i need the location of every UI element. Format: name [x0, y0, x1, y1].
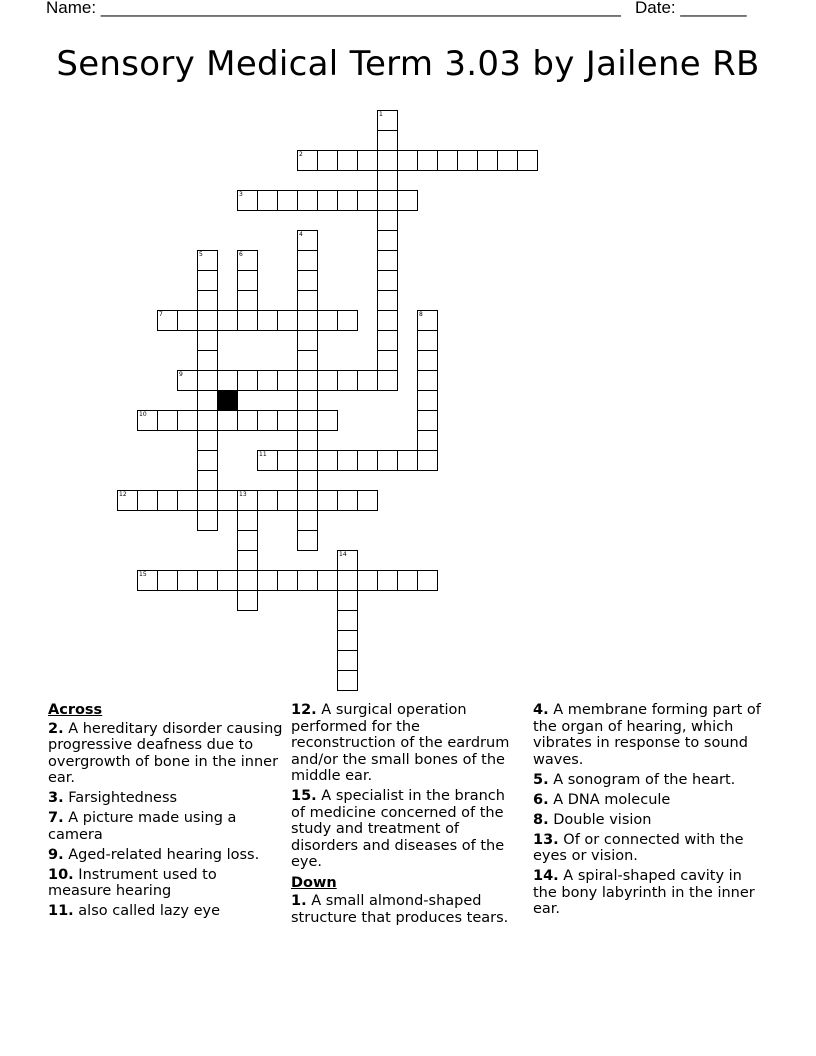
- grid-cell[interactable]: [237, 550, 258, 571]
- grid-cell[interactable]: [297, 350, 318, 371]
- grid-cell[interactable]: [197, 270, 218, 291]
- clue-across-15: 15. A specialist in the branch of medicine concerned of the study and treatment of disorders and diseases of the eye.: [291, 788, 505, 870]
- down-heading: Down: [291, 874, 337, 891]
- clue-number-label: 15: [139, 571, 147, 578]
- grid-cell[interactable]: [297, 570, 318, 591]
- grid-cell[interactable]: [257, 450, 278, 471]
- grid-cell[interactable]: [277, 310, 298, 331]
- grid-cell[interactable]: [277, 570, 298, 591]
- grid-cell[interactable]: [197, 310, 218, 331]
- grid-cell[interactable]: [417, 390, 438, 411]
- grid-cell[interactable]: [237, 590, 258, 611]
- grid-cell[interactable]: [237, 190, 258, 211]
- grid-cell[interactable]: [417, 410, 438, 431]
- grid-cell[interactable]: [257, 190, 278, 211]
- grid-cell[interactable]: [377, 130, 398, 151]
- grid-cell[interactable]: [377, 250, 398, 271]
- grid-cell[interactable]: [257, 370, 278, 391]
- grid-cell[interactable]: [137, 410, 158, 431]
- clue-across-2: 2. A hereditary disorder causing progressive deafness due to overgrowth of bone in the inner ear.: [48, 720, 283, 786]
- clue-number-label: 10: [139, 411, 147, 418]
- grid-cell[interactable]: [397, 150, 418, 171]
- grid-cell[interactable]: [337, 310, 358, 331]
- date-blank: _______: [680, 0, 747, 17]
- grid-cell[interactable]: [237, 310, 258, 331]
- grid-cell[interactable]: [237, 490, 258, 511]
- grid-cell[interactable]: [137, 570, 158, 591]
- grid-cell[interactable]: [377, 290, 398, 311]
- grid-cell[interactable]: [217, 310, 238, 331]
- grid-cell[interactable]: [257, 570, 278, 591]
- grid-cell[interactable]: [197, 430, 218, 451]
- grid-cell[interactable]: [337, 150, 358, 171]
- grid-cell[interactable]: [477, 150, 498, 171]
- grid-cell[interactable]: [377, 110, 398, 131]
- clue-across-9: 9. Aged-related hearing loss.: [48, 846, 260, 863]
- grid-cell[interactable]: [297, 530, 318, 551]
- grid-cell[interactable]: [457, 150, 478, 171]
- grid-cell[interactable]: [257, 310, 278, 331]
- clues-column-1: [48, 702, 284, 923]
- grid-cell[interactable]: [197, 370, 218, 391]
- clue-number-label: 7: [159, 311, 163, 318]
- grid-cell[interactable]: [197, 470, 218, 491]
- grid-cell[interactable]: [317, 190, 338, 211]
- clue-number-label: 8: [419, 311, 423, 318]
- across-heading: Across: [48, 702, 103, 718]
- grid-cell[interactable]: [357, 450, 378, 471]
- grid-cell[interactable]: [217, 490, 238, 511]
- clue-down-5: 5. A sonogram of the heart.: [533, 771, 736, 788]
- grid-cell[interactable]: [237, 370, 258, 391]
- grid-cell[interactable]: [197, 510, 218, 531]
- grid-cell[interactable]: [397, 570, 418, 591]
- grid-cell[interactable]: [377, 350, 398, 371]
- clue-number-label: 12: [119, 491, 127, 498]
- grid-cell[interactable]: [337, 650, 358, 671]
- grid-cell[interactable]: [357, 190, 378, 211]
- clue-across-12: 12. A surgical operation performed for the reconstruction of the eardrum and/or the small bones of the middle ear.: [291, 702, 510, 784]
- grid-cell[interactable]: [277, 370, 298, 391]
- grid-cell[interactable]: [357, 150, 378, 171]
- clue-number-label: 4: [299, 231, 303, 238]
- grid-cell[interactable]: [297, 150, 318, 171]
- clue-number-label: 1: [379, 111, 383, 118]
- grid-cell[interactable]: [317, 410, 338, 431]
- grid-cell[interactable]: [317, 490, 338, 511]
- black-grid-cell: [217, 390, 238, 411]
- clue-number-label: 9: [179, 371, 183, 378]
- grid-cell[interactable]: [357, 490, 378, 511]
- grid-cell[interactable]: [317, 310, 338, 331]
- grid-cell[interactable]: [337, 590, 358, 611]
- grid-cell[interactable]: [197, 290, 218, 311]
- grid-cell[interactable]: [337, 550, 358, 571]
- grid-cell[interactable]: [317, 450, 338, 471]
- grid-cell[interactable]: [197, 570, 218, 591]
- grid-cell[interactable]: [177, 490, 198, 511]
- grid-cell[interactable]: [237, 250, 258, 271]
- grid-cell[interactable]: [117, 490, 138, 511]
- grid-cell[interactable]: [377, 210, 398, 231]
- grid-cell[interactable]: [297, 450, 318, 471]
- grid-cell[interactable]: [337, 190, 358, 211]
- grid-cell[interactable]: [297, 330, 318, 351]
- grid-cell[interactable]: [417, 430, 438, 451]
- grid-cell[interactable]: [377, 330, 398, 351]
- grid-cell[interactable]: [237, 530, 258, 551]
- grid-cell[interactable]: [217, 370, 238, 391]
- grid-cell[interactable]: [397, 190, 418, 211]
- grid-cell[interactable]: [397, 450, 418, 471]
- clue-number-label: 6: [239, 251, 243, 258]
- grid-cell[interactable]: [237, 410, 258, 431]
- grid-cell[interactable]: [297, 250, 318, 271]
- grid-cell[interactable]: [297, 410, 318, 431]
- name-label: Name:: [46, 0, 97, 17]
- grid-cell[interactable]: [157, 490, 178, 511]
- grid-cell[interactable]: [417, 450, 438, 471]
- clue-down-4: 4. A membrane forming part of the organ of hearing, which vibrates in response to sound waves.: [533, 702, 761, 768]
- grid-cell[interactable]: [417, 310, 438, 331]
- grid-cell[interactable]: [317, 570, 338, 591]
- name-blank: _______________________________________________________: [100, 0, 621, 17]
- grid-cell[interactable]: [377, 170, 398, 191]
- grid-cell[interactable]: [377, 570, 398, 591]
- grid-cell[interactable]: [217, 410, 238, 431]
- grid-cell[interactable]: [337, 490, 358, 511]
- grid-cell[interactable]: [297, 290, 318, 311]
- grid-cell[interactable]: [157, 570, 178, 591]
- grid-cell[interactable]: [297, 430, 318, 451]
- grid-cell[interactable]: [197, 330, 218, 351]
- clue-across-3: 3. Farsightedness: [48, 790, 178, 806]
- grid-cell[interactable]: [297, 470, 318, 491]
- grid-cell[interactable]: [377, 230, 398, 251]
- grid-cell[interactable]: [277, 490, 298, 511]
- clue-across-7: 7. A picture made using a camera: [48, 810, 237, 843]
- grid-cell[interactable]: [237, 270, 258, 291]
- grid-cell[interactable]: [337, 370, 358, 391]
- grid-cell[interactable]: [417, 150, 438, 171]
- grid-cell[interactable]: [177, 410, 198, 431]
- grid-cell[interactable]: [237, 290, 258, 311]
- grid-cell[interactable]: [297, 390, 318, 411]
- clue-number-label: 5: [199, 251, 203, 258]
- clue-across-11: 11. also called lazy eye: [48, 903, 221, 919]
- grid-cell[interactable]: [297, 190, 318, 211]
- grid-cell[interactable]: [177, 570, 198, 591]
- grid-cell[interactable]: [217, 570, 238, 591]
- grid-cell[interactable]: [357, 570, 378, 591]
- grid-cell[interactable]: [277, 410, 298, 431]
- grid-cell[interactable]: [337, 570, 358, 591]
- grid-cell[interactable]: [317, 370, 338, 391]
- grid-cell[interactable]: [317, 150, 338, 171]
- clue-number-label: 13: [239, 491, 247, 498]
- clue-down-1: 1. A small almond-shaped structure that produces tears.: [291, 893, 509, 926]
- clues-column-2: [291, 702, 513, 930]
- grid-cell[interactable]: [157, 410, 178, 431]
- grid-cell[interactable]: [197, 250, 218, 271]
- grid-cell[interactable]: [197, 490, 218, 511]
- grid-cell[interactable]: [337, 630, 358, 651]
- grid-cell[interactable]: [417, 570, 438, 591]
- grid-cell[interactable]: [437, 150, 458, 171]
- grid-cell[interactable]: [237, 570, 258, 591]
- grid-cell[interactable]: [237, 510, 258, 531]
- grid-cell[interactable]: [417, 350, 438, 371]
- clues-column-3: [533, 702, 769, 921]
- grid-cell[interactable]: [197, 410, 218, 431]
- grid-cell[interactable]: [377, 310, 398, 331]
- grid-cell[interactable]: [177, 310, 198, 331]
- grid-cell[interactable]: [257, 410, 278, 431]
- clue-number-label: 2: [299, 151, 303, 158]
- clue-down-6: 6. A DNA molecule: [533, 791, 671, 808]
- grid-cell[interactable]: [337, 450, 358, 471]
- grid-cell[interactable]: [277, 190, 298, 211]
- grid-cell[interactable]: [297, 230, 318, 251]
- grid-cell[interactable]: [297, 510, 318, 531]
- clue-down-8: 8. Double vision: [533, 811, 652, 828]
- grid-cell[interactable]: [297, 310, 318, 331]
- grid-cell[interactable]: [337, 610, 358, 631]
- grid-cell[interactable]: [137, 490, 158, 511]
- grid-cell[interactable]: [497, 150, 518, 171]
- clue-number-label: 14: [339, 551, 347, 558]
- grid-cell[interactable]: [277, 450, 298, 471]
- clue-number-label: 3: [239, 191, 243, 198]
- grid-cell[interactable]: [377, 270, 398, 291]
- grid-cell[interactable]: [517, 150, 538, 171]
- grid-cell[interactable]: [337, 670, 358, 691]
- grid-cell[interactable]: [157, 310, 178, 331]
- grid-cell[interactable]: [197, 350, 218, 371]
- grid-cell[interactable]: [417, 330, 438, 351]
- grid-cell[interactable]: [257, 490, 278, 511]
- grid-cell[interactable]: [377, 190, 398, 211]
- grid-cell[interactable]: [357, 370, 378, 391]
- clue-across-10: 10. Instrument used to measure hearing: [48, 866, 217, 899]
- clue-down-14: 14. A spiral-shaped cavity in the bony labyrinth in the inner ear.: [533, 868, 755, 917]
- grid-cell[interactable]: [377, 150, 398, 171]
- grid-cell[interactable]: [377, 450, 398, 471]
- grid-cell[interactable]: [297, 270, 318, 291]
- grid-cell[interactable]: [197, 450, 218, 471]
- grid-cell[interactable]: [377, 370, 398, 391]
- grid-cell[interactable]: [177, 370, 198, 391]
- grid-cell[interactable]: [297, 490, 318, 511]
- grid-cell[interactable]: [297, 370, 318, 391]
- date-label: Date:: [635, 0, 676, 17]
- clue-down-13: 13. Of or connected with the eyes or vision.: [533, 831, 744, 864]
- grid-cell[interactable]: [197, 390, 218, 411]
- clue-number-label: 11: [259, 451, 267, 458]
- grid-cell[interactable]: [417, 370, 438, 391]
- page-title: Sensory Medical Term 3.03 by Jailene RB: [56, 44, 760, 84]
